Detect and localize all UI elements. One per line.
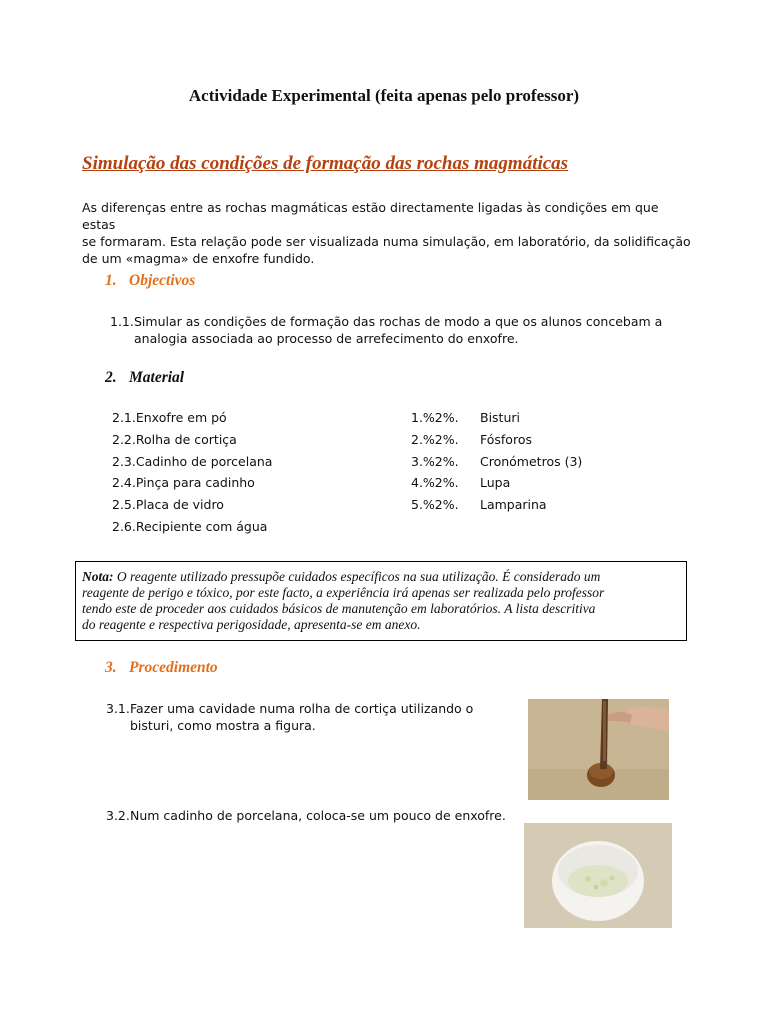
material-item: [112, 497, 224, 512]
note-line: do reagente e respectiva perigosidade, apresenta-se em anexo.: [82, 617, 421, 632]
material-label: Fósforos: [480, 432, 532, 447]
material-number: 2.%2%.: [411, 432, 459, 447]
note-line: reagente de perigo e tóxico, por este facto, a experiência irá apenas ser realizada pelo professor: [82, 585, 605, 600]
material-item: [112, 432, 237, 447]
material-label: Placa de vidro: [135, 497, 224, 512]
material-label: Recipiente com água: [135, 519, 268, 534]
procedure-step-2: Num cadinho de porcelana, coloca-se um pouco de enxofre.: [130, 808, 506, 823]
material-number: 3.%2%.: [411, 454, 459, 469]
section-title: Material: [129, 369, 185, 386]
material-label: Pinça para cadinho: [135, 475, 255, 490]
step-number: 3.2.: [106, 808, 130, 823]
material-number: 2.3.: [112, 454, 136, 469]
material-number: 2.2.: [112, 432, 136, 447]
section-number: 3.: [105, 659, 117, 676]
material-number: 2.1.: [112, 410, 136, 425]
material-label: Cronómetros (3): [480, 454, 583, 469]
page-title: Actividade Experimental (feita apenas pelo professor): [188, 86, 580, 105]
material-label: Cadinho de porcelana: [135, 454, 273, 469]
material-item: [112, 410, 227, 425]
note-label: Nota:: [82, 569, 114, 584]
material-label: Lupa: [480, 475, 511, 490]
section-heading-procedimento: [105, 659, 218, 677]
material-number: 4.%2%.: [411, 475, 459, 490]
objectivo-line: analogia associada ao processo de arrefecimento do enxofre.: [134, 331, 519, 346]
crucible-sulfur-photo: [524, 823, 672, 928]
intro-line: As diferenças entre as rochas magmáticas estão directamente ligadas às condições em que estas: [82, 200, 659, 232]
material-number: 2.4.: [112, 475, 136, 490]
material-label: Lamparina: [480, 497, 547, 512]
objectivo-item-number: 1.1.: [110, 314, 134, 329]
step-line: bisturi, como mostra a figura.: [130, 718, 316, 733]
safety-note-box: [75, 561, 687, 641]
material-number: 5.%2%.: [411, 497, 459, 512]
cork-drilling-photo: [528, 699, 669, 800]
note-line: tendo este de proceder aos cuidados básicos de manutenção em laboratórios. A lista descritiva: [82, 601, 596, 616]
section-heading-objectivos: [105, 272, 195, 290]
material-item: [112, 475, 255, 490]
objectivo-item: [134, 313, 694, 347]
material-number: 1.%2%.: [411, 410, 459, 425]
material-label: Enxofre em pó: [135, 410, 227, 425]
section-title: Procedimento: [129, 659, 218, 676]
material-label: Bisturi: [480, 410, 520, 425]
intro-paragraph: [82, 199, 692, 267]
intro-line: se formaram. Esta relação pode ser visualizada numa simulação, em laboratório, da solidificação: [82, 234, 691, 249]
subtitle: Simulação das condições de formação das rochas magmáticas: [82, 153, 569, 174]
material-number: 2.6.: [112, 519, 136, 534]
material-item: [112, 519, 267, 534]
material-item: [112, 454, 272, 469]
material-label: Rolha de cortiça: [135, 432, 237, 447]
objectivo-line: Simular as condições de formação das rochas de modo a que os alunos concebam a: [134, 314, 663, 329]
step-number: 3.1.: [106, 701, 130, 716]
section-heading-material: [105, 369, 184, 387]
section-number: 1.: [105, 272, 117, 289]
section-title: Objectivos: [129, 272, 196, 289]
procedure-step-1: [130, 700, 520, 734]
section-number: 2.: [105, 369, 117, 386]
material-number: 2.5.: [112, 497, 136, 512]
note-line: [82, 569, 680, 585]
intro-line: de um «magma» de enxofre fundido.: [82, 251, 315, 266]
step-line: Fazer uma cavidade numa rolha de cortiça utilizando o: [130, 701, 474, 716]
note-text: O reagente utilizado pressupõe cuidados específicos na sua utilização. É considerado um: [113, 569, 601, 584]
